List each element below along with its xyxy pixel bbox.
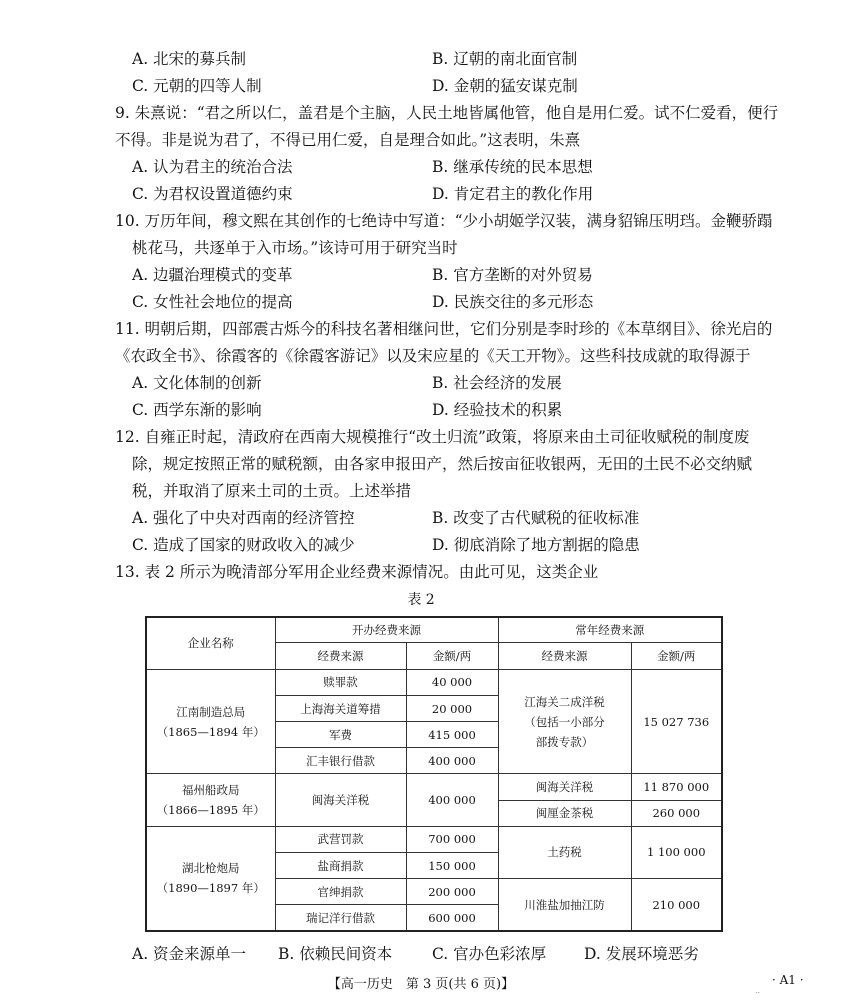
funding-amount: 400 000 bbox=[406, 748, 498, 774]
funding-source: 官绅捐款 bbox=[275, 879, 406, 905]
table-row bbox=[146, 669, 722, 695]
q12-option-c: C. 造成了国家的财政收入的减少 bbox=[132, 536, 355, 554]
funding-source: 武营罚款 bbox=[275, 826, 406, 852]
annual-amount: 1 100 000 bbox=[631, 826, 722, 878]
table-caption: 表 2 bbox=[407, 592, 435, 608]
header-source-annual: 经费来源 bbox=[498, 642, 631, 669]
funding-source: 军费 bbox=[275, 722, 406, 748]
funding-source: 赎罪款 bbox=[275, 669, 406, 695]
funding-source: 上海海关道筹措 bbox=[275, 695, 406, 721]
q9-stem-line1: 9. 朱熹说：“君之所以仁，盖君是个主脑，人民土地皆属他管，他自是用仁爱。试不仁爱看，便行 bbox=[115, 104, 779, 122]
funding-amount: 600 000 bbox=[406, 905, 498, 931]
q9-option-c: C. 为君权设置道德约束 bbox=[132, 185, 293, 203]
q8-option-a: A. 北宋的募兵制 bbox=[132, 50, 247, 68]
table-row bbox=[146, 774, 722, 800]
q10-option-a: A. 边疆治理模式的变革 bbox=[132, 266, 293, 284]
q9-option-a: A. 认为君主的统治合法 bbox=[132, 158, 293, 176]
enterprise-hubei bbox=[146, 826, 275, 931]
funding-amount: 200 000 bbox=[406, 879, 498, 905]
q11-option-b: B. 社会经济的发展 bbox=[432, 374, 562, 392]
funding-amount: 40 000 bbox=[406, 669, 498, 695]
q12-option-a: A. 强化了中央对西南的经济管控 bbox=[132, 509, 355, 527]
table-row bbox=[146, 826, 722, 852]
q12-option-d: D. 彻底消除了地方割据的隐患 bbox=[432, 536, 640, 554]
q13-option-b: B. 依赖民间资本 bbox=[278, 945, 393, 963]
annual-amount: 11 870 000 bbox=[631, 774, 722, 800]
funding-amount: 400 000 bbox=[406, 774, 498, 826]
page-dots: .. bbox=[755, 986, 761, 995]
funding-amount: 700 000 bbox=[406, 826, 498, 852]
q12-stem-line3: 税，并取消了原来土司的土贡。上述举措 bbox=[132, 482, 412, 500]
q10-option-d: D. 民族交往的多元形态 bbox=[432, 293, 594, 311]
q11-option-d: D. 经验技术的积累 bbox=[432, 401, 563, 419]
q13-stem: 13. 表 2 所示为晚清部分军用企业经费来源情况。由此可见，这类企业 bbox=[115, 563, 599, 581]
annual-source: 川淮盐加抽江防 bbox=[498, 879, 631, 931]
header-annual-funding: 常年经费来源 bbox=[498, 617, 722, 642]
enterprise-years: （1890—1897 年） bbox=[156, 881, 265, 896]
q13-option-c: C. 官办色彩浓厚 bbox=[432, 945, 547, 963]
q8-option-d: D. 金朝的猛安谋克制 bbox=[432, 77, 578, 95]
funding-source: 汇丰银行借款 bbox=[275, 748, 406, 774]
page-footer: 【高一历史 第 3 页(共 6 页)】 bbox=[327, 977, 515, 992]
annual-source-line: 江海关二成洋税 bbox=[524, 694, 605, 709]
annual-source: 闽厘金茶税 bbox=[498, 800, 631, 826]
funding-source: 瑞记洋行借款 bbox=[275, 905, 406, 931]
q8-option-b: B. 辽朝的南北面官制 bbox=[432, 50, 578, 68]
annual-source: 闽海关洋税 bbox=[498, 774, 631, 800]
q10-option-c: C. 女性社会地位的提高 bbox=[132, 293, 293, 311]
q9-option-b: B. 继承传统的民本思想 bbox=[432, 158, 593, 176]
q11-stem-line1: 11. 明朝后期，四部震古烁今的科技名著相继问世，它们分别是李时珍的《本草纲目》、徐光启的 bbox=[115, 320, 773, 338]
enterprise-name: 湖北枪炮局 bbox=[182, 861, 240, 876]
enterprise-name: 江南制造总局 bbox=[176, 704, 246, 719]
funding-source: 闽海关洋税 bbox=[275, 774, 406, 826]
header-amount: 金额/两 bbox=[406, 642, 498, 669]
annual-amount: 260 000 bbox=[631, 800, 722, 826]
q10-stem-line2: 桃花马，共逐单于入市场。”该诗可用于研究当时 bbox=[132, 239, 458, 257]
q11-stem-line2: 《农政全书》、徐霞客的《徐霞客游记》以及宋应星的《天工开物》。这些科技成就的取得源于 bbox=[115, 347, 751, 365]
funding-amount: 150 000 bbox=[406, 852, 498, 878]
annual-source-line: 部拨专款） bbox=[535, 734, 594, 749]
q12-option-b: B. 改变了古代赋税的征收标准 bbox=[432, 509, 640, 527]
annual-amount: 210 000 bbox=[631, 879, 722, 931]
enterprise-years: （1866—1895 年） bbox=[156, 803, 265, 818]
q9-option-d: D. 肯定君主的教化作用 bbox=[432, 185, 594, 203]
funding-source: 盐商捐款 bbox=[275, 852, 406, 878]
annual-amount: 15 027 736 bbox=[631, 669, 722, 774]
enterprise-jiangnan bbox=[146, 669, 275, 774]
funding-table bbox=[145, 616, 723, 932]
header-startup-funding: 开办经费来源 bbox=[275, 617, 498, 642]
annual-source-line: （包括一小部分 bbox=[524, 714, 605, 729]
q13-option-d: D. 发展环境恶劣 bbox=[584, 945, 699, 963]
q8-option-c: C. 元朝的四等人制 bbox=[132, 77, 262, 95]
enterprise-name: 福州船政局 bbox=[182, 783, 240, 798]
header-amount-annual: 金额/两 bbox=[631, 642, 722, 669]
q12-stem-line2: 除，规定按照正常的赋税额，由各家申报田产，然后按亩征收银两，无田的土民不必交纳赋 bbox=[132, 455, 753, 473]
annual-source: 土药税 bbox=[498, 826, 631, 878]
header-source: 经费来源 bbox=[275, 642, 406, 669]
enterprise-years: （1865—1894 年） bbox=[156, 724, 265, 739]
q13-option-a: A. 资金来源单一 bbox=[132, 945, 247, 963]
header-enterprise-name: 企业名称 bbox=[146, 617, 275, 669]
funding-amount: 415 000 bbox=[406, 722, 498, 748]
enterprise-fuzhou bbox=[146, 774, 275, 826]
q12-stem-line1: 12. 自雍正时起，清政府在西南大规模推行“改土归流”政策，将原来由土司征收赋税的制度废 bbox=[115, 428, 750, 446]
annual-source-jiangnan bbox=[498, 669, 631, 774]
page-mark: · A1 · bbox=[772, 973, 804, 987]
q10-stem-line1: 10. 万历年间，穆文熙在其创作的七绝诗中写道：“少小胡姬学汉装，满身貂锦压明珰。金鞭骄蹋 bbox=[115, 212, 773, 230]
q11-option-a: A. 文化体制的创新 bbox=[132, 374, 262, 392]
q9-stem-line2: 不得。非是说为君了，不得已用仁爱，自是理合如此。”这表明，朱熹 bbox=[115, 131, 581, 149]
funding-amount: 20 000 bbox=[406, 695, 498, 721]
q11-option-c: C. 西学东渐的影响 bbox=[132, 401, 262, 419]
q10-option-b: B. 官方垄断的对外贸易 bbox=[432, 266, 593, 284]
